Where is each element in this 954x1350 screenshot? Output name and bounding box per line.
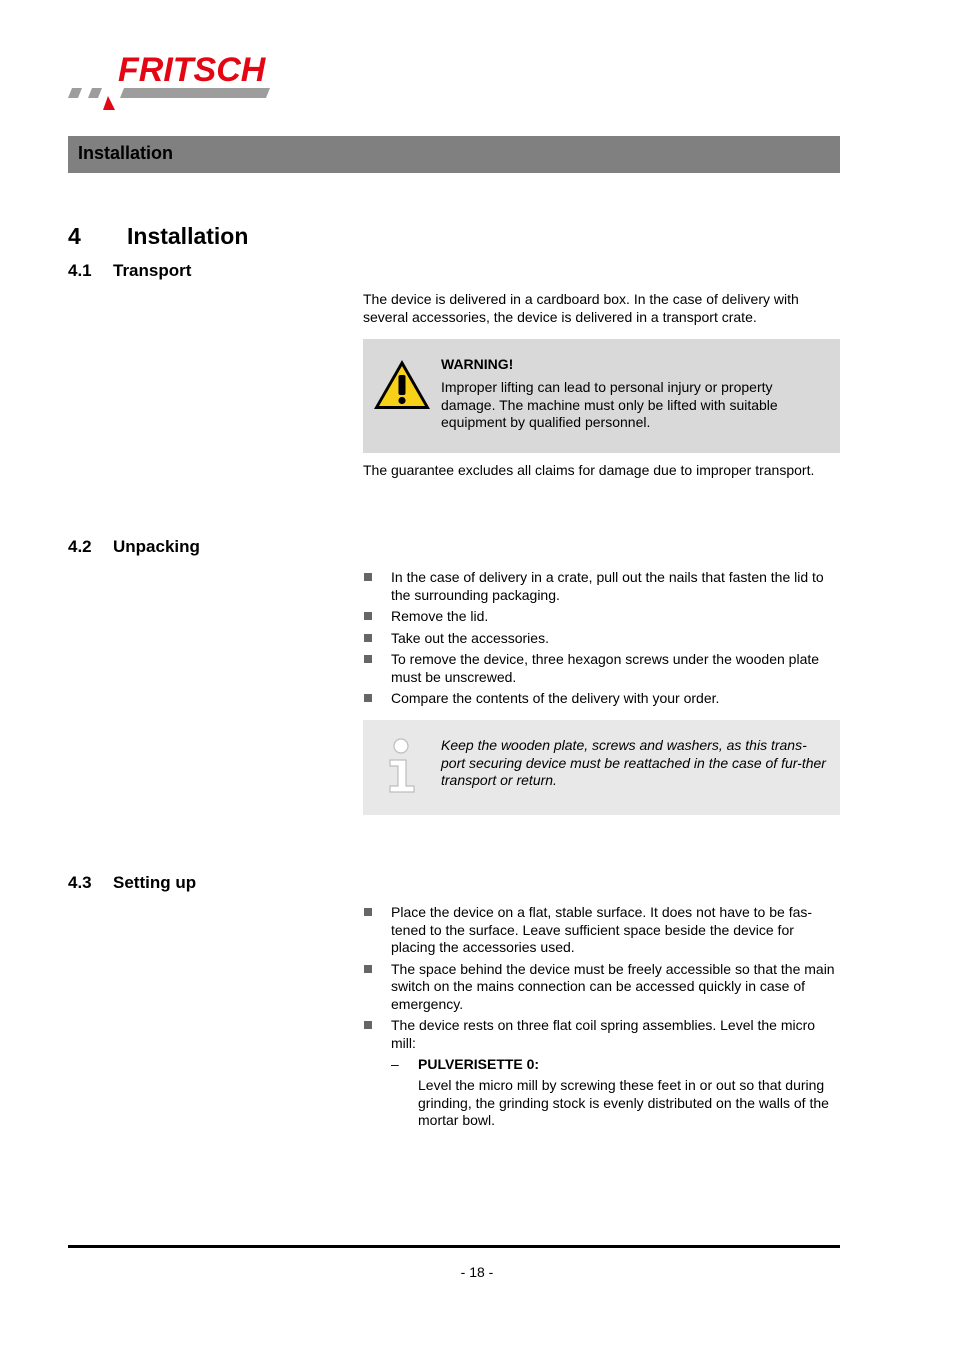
bullet-square-icon <box>364 634 372 642</box>
setting-up-steps <box>363 904 841 1052</box>
sub-item-label: PULVERISETTE 0: <box>418 1056 540 1072</box>
unpacking-steps <box>363 569 841 708</box>
page-header-title: Installation <box>78 143 174 163</box>
page-header-bar <box>68 136 840 173</box>
section-title-transport: Transport <box>113 261 192 280</box>
warning-box <box>363 339 840 453</box>
info-icon <box>387 738 417 794</box>
info-text: Keep the wooden plate, screws and washers, as this trans-port securing device must be reattached in the case of fur-ther transport or return. <box>441 737 826 788</box>
list-item: The device rests on three flat coil spring assemblies. Level the micro mill: <box>363 1017 841 1052</box>
list-item: Remove the lid. <box>363 608 841 626</box>
bullet-square-icon <box>364 573 372 581</box>
section-number-unpacking: 4.2 <box>68 537 92 556</box>
section-number-setting-up: 4.3 <box>68 873 92 892</box>
bullet-square-icon <box>364 655 372 663</box>
chapter-title: Installation <box>127 223 249 249</box>
list-item: The space behind the device must be freely accessible so that the main switch on the mains connection can be accessed quickly in case of emergency. <box>363 961 841 1014</box>
bullet-square-icon <box>364 694 372 702</box>
chapter-number: 4 <box>68 223 81 249</box>
list-item: Take out the accessories. <box>363 630 841 648</box>
transport-intro: The device is delivered in a cardboard box. In the case of delivery with several accessories, the device is delivered in a transport crate. <box>363 291 799 325</box>
warning-text: Improper lifting can lead to personal injury or property damage. The machine must only be lifted with suitable equipment by qualified personnel. <box>441 379 778 430</box>
section-title-setting-up: Setting up <box>113 873 197 892</box>
list-item: Place the device on a flat, stable surface. It does not have to be fas-tened to the surface. Leave sufficient space beside the device for placing the accessories used. <box>363 904 841 957</box>
section-title-unpacking: Unpacking <box>113 537 200 556</box>
list-item: Compare the contents of the delivery with your order. <box>363 690 841 708</box>
transport-note: The guarantee excludes all claims for damage due to improper transport. <box>363 462 815 478</box>
footer-rule <box>68 1245 840 1248</box>
section-number-transport: 4.1 <box>68 261 92 280</box>
page-number: - 18 - <box>460 1264 494 1280</box>
fritsch-logo <box>66 52 286 112</box>
logo-wordmark: FRITSCH <box>118 52 266 89</box>
list-item: To remove the device, three hexagon screws under the wooden plate must be unscrewed. <box>363 651 841 686</box>
sub-item-dash: – <box>391 1056 399 1072</box>
list-item: In the case of delivery in a crate, pull out the nails that fasten the lid to the surrounding packaging. <box>363 569 841 604</box>
bullet-square-icon <box>364 612 372 620</box>
info-box <box>363 720 840 815</box>
sub-item-text: Level the micro mill by screwing these feet in or out so that during grinding, the grinding stock is evenly distributed on the walls of the mortar bowl. <box>418 1077 829 1128</box>
bullet-square-icon <box>364 1021 372 1029</box>
bullet-square-icon <box>364 965 372 973</box>
fritsch-logo-graphic <box>66 52 286 112</box>
warning-triangle-icon <box>372 358 432 412</box>
bullet-square-icon <box>364 908 372 916</box>
warning-title: WARNING! <box>441 356 514 372</box>
